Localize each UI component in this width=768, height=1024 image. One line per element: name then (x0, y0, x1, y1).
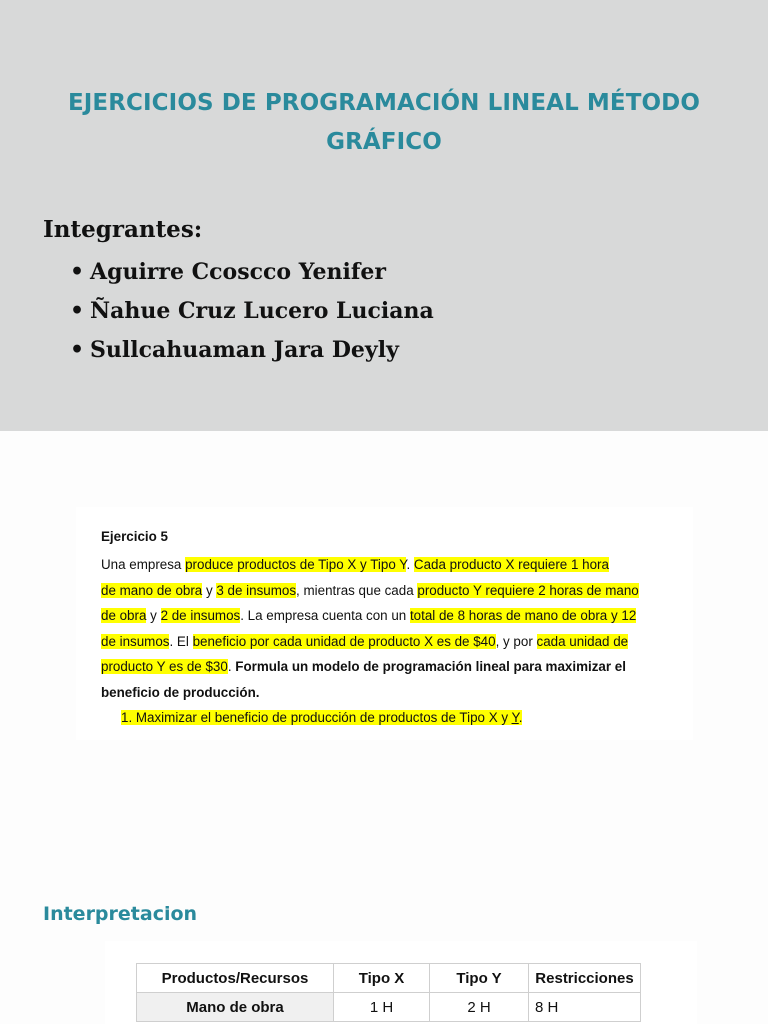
text-run: , mientras que cada (296, 582, 418, 598)
exercise-card (76, 507, 693, 740)
table-cell: 1 H (334, 993, 430, 1022)
members-heading: Integrantes: (43, 216, 203, 243)
bullet-icon: • (70, 337, 85, 363)
exercise-line (101, 603, 681, 629)
table-row (137, 993, 641, 1022)
text-run: . La empresa cuenta con un (240, 608, 410, 623)
text-run: 1. Maximizar el beneficio de producción de productos de Tipo X y (121, 710, 512, 725)
member-item (70, 253, 434, 292)
highlighted-text: producto Y es de $30 (101, 659, 228, 674)
highlighted-text: de obra (101, 608, 147, 623)
member-name: Aguirre Ccoscco Yenifer (90, 259, 386, 285)
table-cell: 8 H (529, 993, 641, 1022)
bullet-icon: • (70, 259, 85, 285)
exercise-line (101, 552, 681, 578)
bullet-icon: • (70, 298, 85, 324)
highlighted-text (121, 710, 522, 725)
interpretation-heading: Interpretacion (43, 903, 198, 925)
table-card (105, 941, 697, 1024)
highlighted-text: 2 de insumos (160, 608, 241, 623)
underlined-text: Y (511, 710, 519, 725)
text-run: , y por (495, 633, 537, 649)
resources-table (136, 963, 641, 1022)
exercise-line (101, 578, 681, 604)
highlighted-text: beneficio por cada unidad de producto X es de $40 (192, 633, 496, 649)
text-run: y (146, 608, 161, 623)
column-header: Productos/Recursos (137, 964, 334, 993)
highlighted-text: cada unidad de (536, 633, 629, 649)
page-title (40, 84, 728, 162)
exercise-line (101, 654, 681, 680)
table-header-row (137, 964, 641, 993)
member-item (70, 331, 434, 370)
header-section (0, 0, 768, 431)
highlighted-text: Cada producto X requiere 1 hora (413, 557, 609, 572)
text-run: Una empresa (101, 557, 186, 572)
highlighted-text: 3 de insumos (216, 582, 297, 598)
exercise-text (101, 527, 681, 730)
column-header: Restricciones (529, 964, 641, 993)
member-name: Ñahue Cruz Lucero Luciana (90, 298, 434, 324)
exercise-title: Ejercicio 5 (101, 529, 168, 544)
text-run: . El (169, 633, 193, 649)
text-run: y (202, 582, 217, 598)
table-cell: Mano de obra (137, 993, 334, 1022)
member-name: Sullcahuaman Jara Deyly (90, 337, 399, 363)
title-line-1: EJERCICIOS DE PROGRAMACIÓN LINEAL MÉTODO (67, 90, 701, 116)
exercise-list-item (121, 705, 681, 730)
text-run: . (227, 659, 236, 674)
highlighted-text: total de 8 horas de mano de obra y 12 (409, 608, 637, 623)
column-header: Tipo X (334, 964, 430, 993)
title-line-2: GRÁFICO (326, 129, 442, 155)
exercise-line: beneficio de producción. (101, 684, 260, 700)
highlighted-text: producto Y requiere 2 horas de mano (417, 582, 639, 598)
text-run: . (518, 710, 523, 725)
members-list (70, 253, 434, 370)
highlighted-text: produce productos de Tipo X y Tipo Y (185, 557, 407, 572)
column-header: Tipo Y (430, 964, 529, 993)
member-item (70, 292, 434, 331)
table-cell: 2 H (430, 993, 529, 1022)
exercise-line (101, 629, 681, 655)
bold-text: Formula un modelo de programación lineal para maximizar el (235, 659, 626, 674)
text-run: . (406, 557, 414, 572)
highlighted-text: de mano de obra (101, 582, 203, 598)
highlighted-text: de insumos (101, 633, 170, 649)
